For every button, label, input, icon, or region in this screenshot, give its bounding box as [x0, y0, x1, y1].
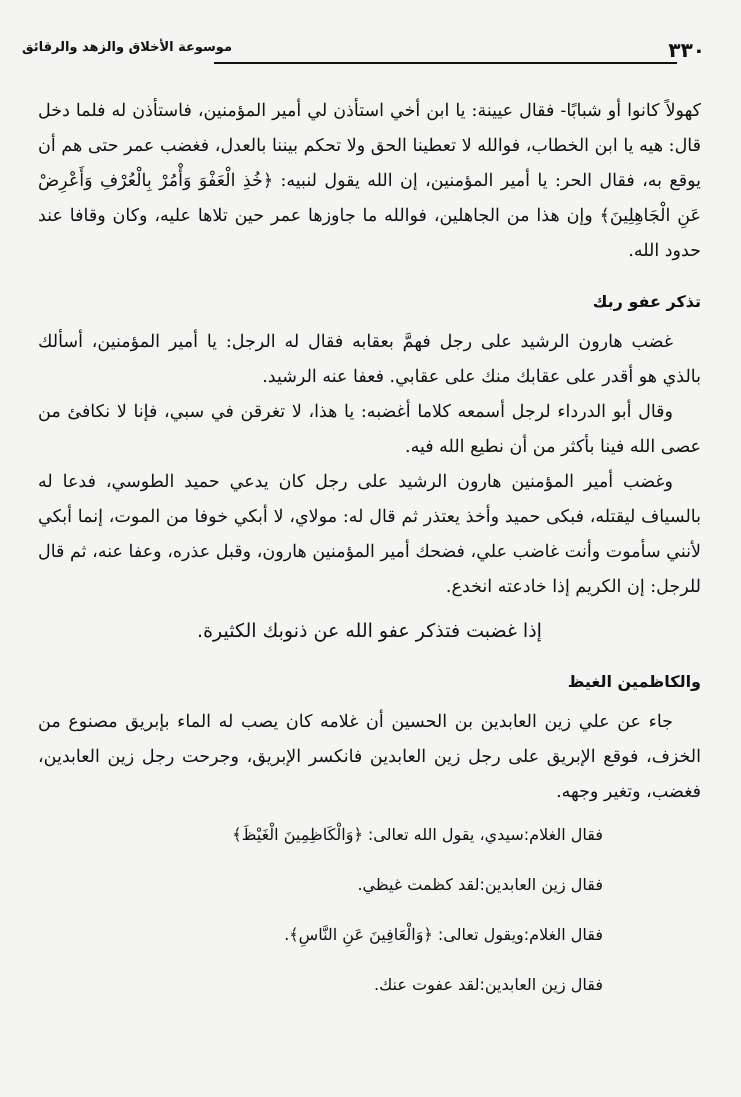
dialogue-speaker: فقال الغلام: — [523, 925, 603, 944]
dialogue-line — [38, 920, 603, 950]
dialogue-block — [38, 820, 701, 1000]
dialogue-line — [38, 970, 603, 1000]
paragraph-humaid-tusi: وغضب أمير المؤمنين هارون الرشيد على رجل كان يدعي حميد الطوسي، فدعا له بالسياف ليقتله، فبكى حميد وأخذ يعتذر ثم قال له: مولاي، لا أبكي خوفا من الموت، إنما أبكي لأنني سأموت وأنت غاضب علي، فضحك أمير المؤمنين هارون، وقبل عذره، وعفا عنه، ثم قال للرجل: إن الكريم إذا خادعته انخدع. — [38, 472, 701, 597]
section-heading-restrain-anger: والكاظمين الغيظ — [567, 672, 701, 691]
quran-quote: ﴿وَالْعَافِينَ عَنِ النَّاسِ﴾. — [284, 925, 433, 944]
running-title: موسوعة الأخلاق والزهد والرقائق — [22, 40, 232, 55]
dialogue-line — [38, 820, 603, 850]
page-content — [38, 94, 701, 1020]
dialogue-speaker: فقال زين العابدين: — [479, 875, 603, 894]
dialogue-text: سيدي، يقول الله تعالى: — [362, 825, 524, 844]
dialogue-speaker: فقال الغلام: — [523, 825, 603, 844]
highlight-line: إذا غضبت فتذكر عفو الله عن ذنوبك الكثيرة. — [197, 620, 542, 642]
dialogue-line — [38, 870, 603, 900]
paragraph-abu-darda: وقال أبو الدرداء لرجل أسمعه كلاما أغضبه: يا هذا، لا تغرقن في سبي، فإنا لا نكافئ من عصى الله فينا بأكثر من أن نطيع الله فيه. — [38, 402, 701, 457]
paragraph-zain-abidin: جاء عن علي زين العابدين بن الحسين أن غلامه كان يصب له الماء بإبريق مصنوع من الخزف، فوقع الإبريق على رجل زين العابدين فانكسر الإبريق، وجرحت رجل زين العابدين، فغضب، وتغير وجهه. — [38, 712, 701, 802]
dialogue-text: لقد كظمت غيظي. — [357, 875, 480, 894]
dialogue-speaker: فقال زين العابدين: — [479, 975, 603, 994]
section-heading-remember-forgiveness: تذكر عفو ربك — [592, 292, 701, 311]
dialogue-text: لقد عفوت عنك. — [373, 975, 480, 994]
paragraph-harun-forgiveness: غضب هارون الرشيد على رجل فهمَّ بعقابه فقال له الرجل: يا أمير المؤمنين، أسألك بالذي هو أقدر على عقابك منك على عقابي. فعفا عنه الرشيد. — [38, 332, 701, 387]
dialogue-text: ويقول تعالى: — [432, 925, 524, 944]
paragraph-intro: كهولاً كانوا أو شبابًا- فقال عيينة: يا ابن أخي استأذن لي أمير المؤمنين، فاستأذن له فلما دخل قال: هيه يا ابن الخطاب، فوالله لا تعطينا الحق ولا تحكم بيننا بالعدل، فغضب عمر حتى هم أن يوقع به، فقال الحر: يا أمير المؤمنين، إن الله يقول لنبيه: ﴿خُذِ الْعَفْوَ وَأْمُرْ بِالْعُرْفِ وَأَعْرِضْ عَنِ الْجَاهِلِينَ﴾ وإن هذا من الجاهلين، فوالله ما جاوزها عمر حين تلاها عليه، وكان وقافا عند حدود الله. — [38, 101, 701, 261]
header-rule — [214, 62, 677, 64]
page-number: ٣٣٠ — [668, 38, 705, 62]
quran-quote: ﴿وَالْكَاظِمِينَ الْغَيْظَ﴾ — [232, 825, 363, 844]
